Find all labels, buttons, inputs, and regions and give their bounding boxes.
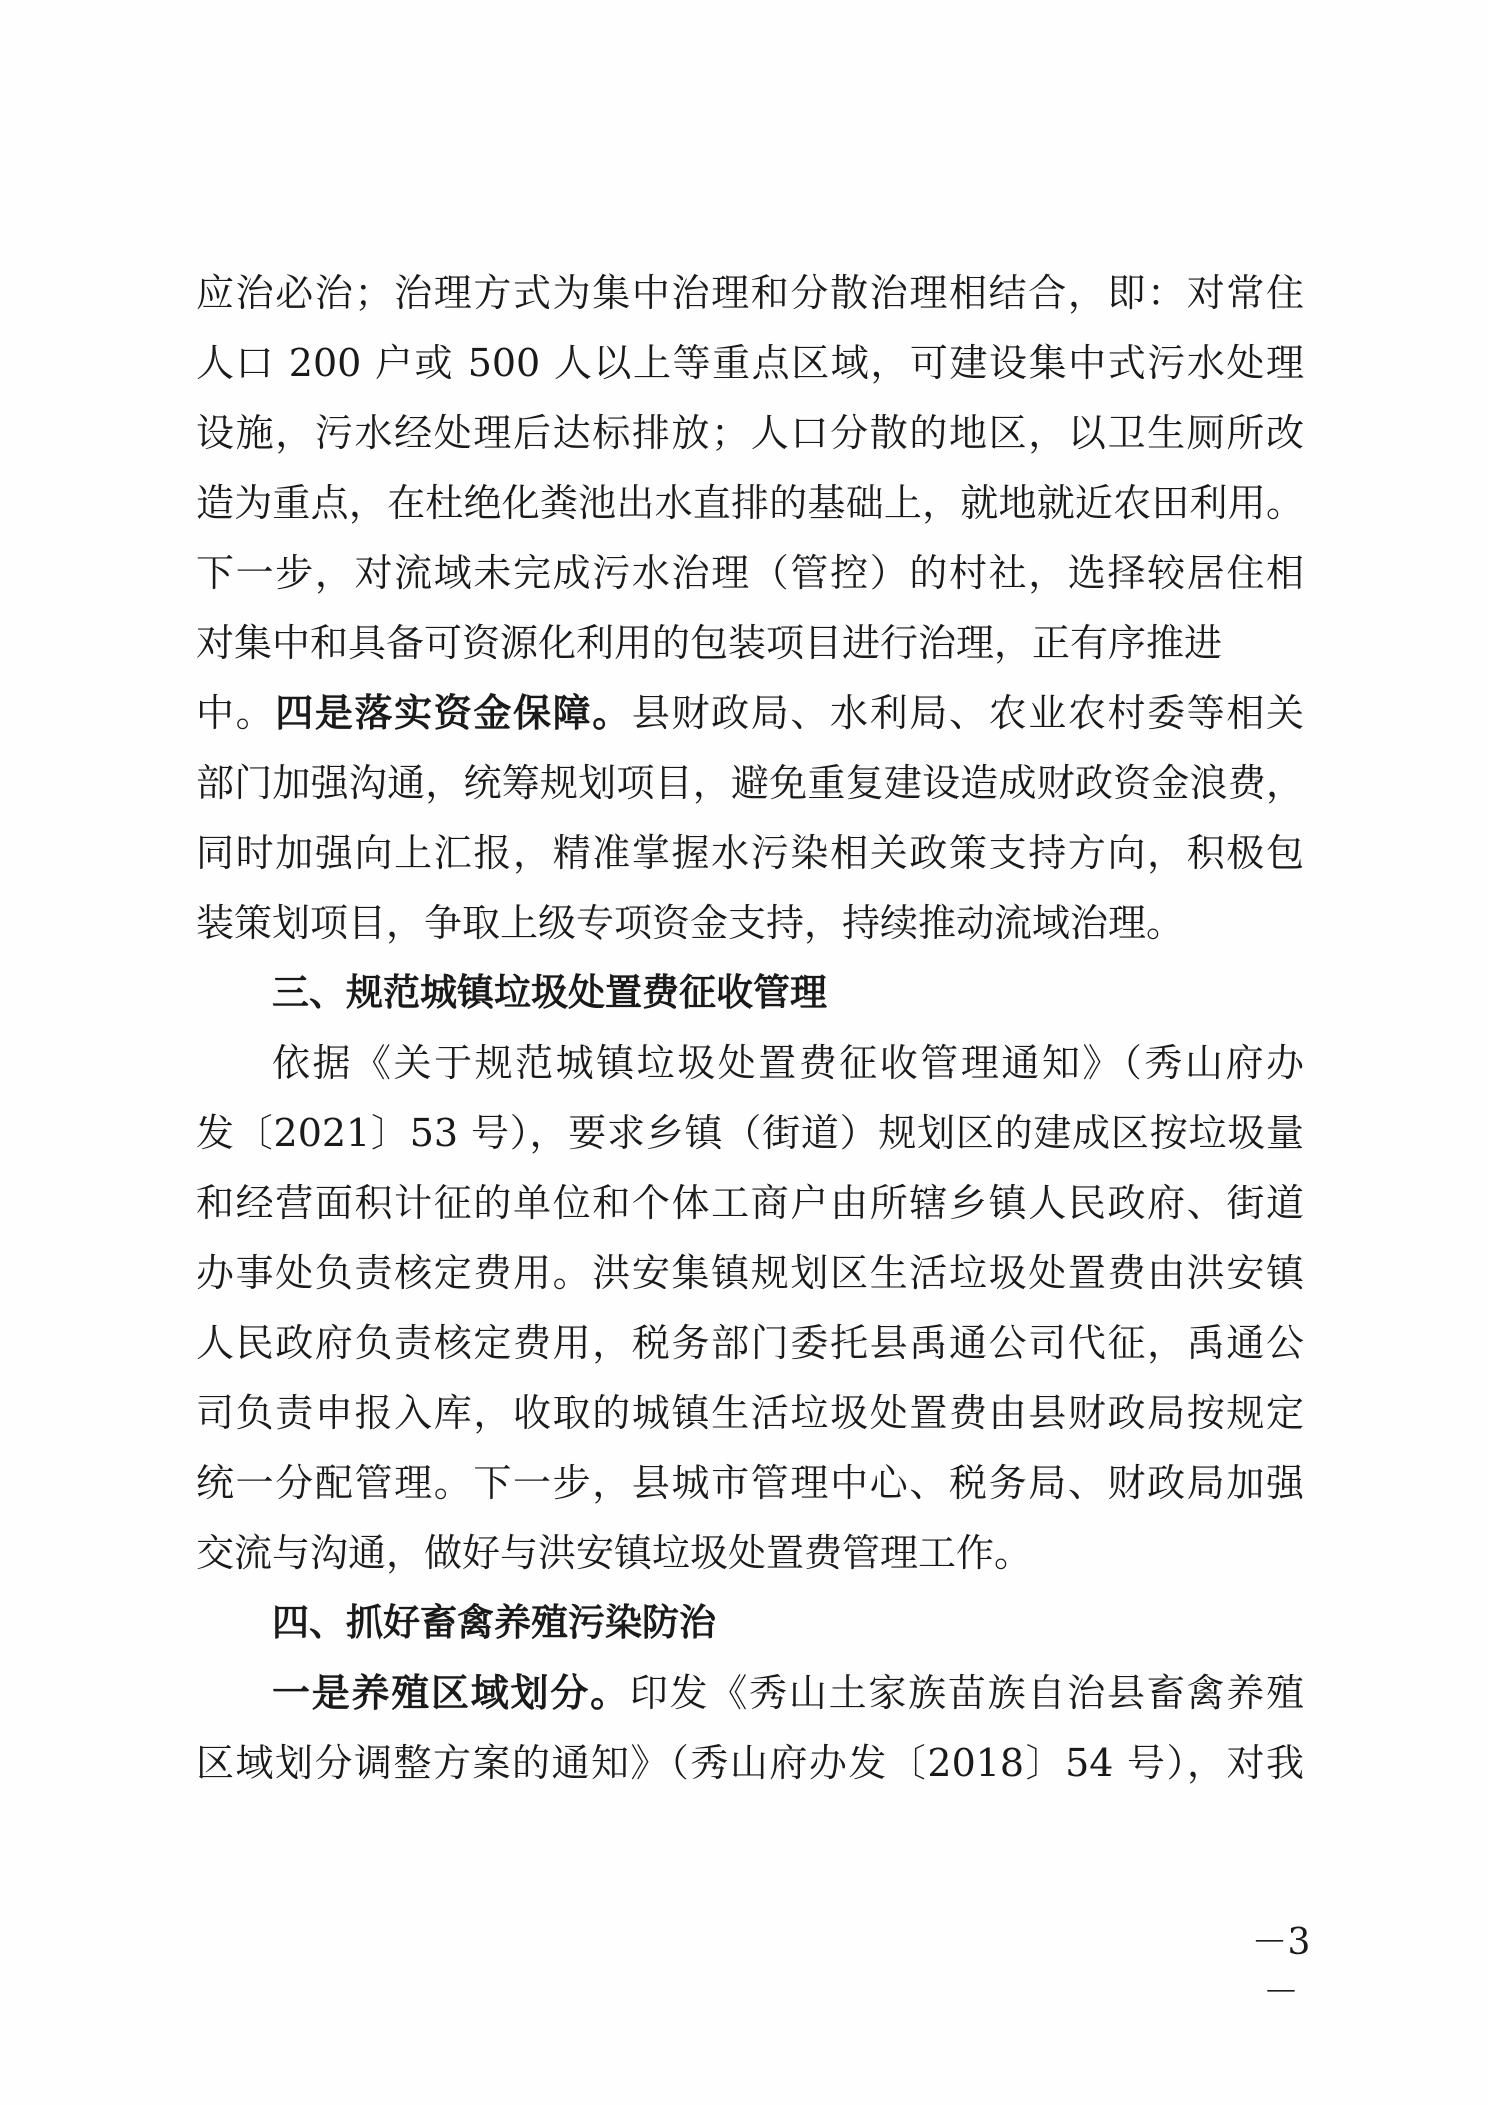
body-line: 和经营面积计征的单位和个体工商户由所辖乡镇人民政府、街道 — [196, 1181, 1304, 1225]
body-line: 对集中和具备可资源化利用的包装项目进行治理，正有序推进 — [196, 621, 1223, 665]
body-line: 统一分配管理。下一步，县城市管理中心、税务局、财政局加强 — [196, 1461, 1304, 1505]
point-one-lead: 一是养殖区域划分。 — [272, 1671, 630, 1715]
body-line: 发〔2021〕53 号），要求乡镇（街道）规划区的建成区按垃圾量 — [196, 1111, 1304, 1155]
body-line-rest: 县财政局、水利局、农业农村委等相关 — [631, 691, 1304, 735]
body-line: 交流与沟通，做好与洪安镇垃圾处置费管理工作。 — [196, 1531, 1033, 1575]
body-line: 部门加强沟通，统筹规划项目，避免重复建设造成财政资金浪费， — [196, 761, 1304, 805]
body-line: 司负责申报入库，收取的城镇生活垃圾处置费由县财政局按规定 — [196, 1391, 1304, 1435]
body-line: 下一步，对流域未完成污水治理（管控）的村社，选择较居住相 — [196, 551, 1304, 595]
body-line: 设施，污水经处理后达标排放；人口分散的地区，以卫生厕所改 — [196, 411, 1304, 455]
body-line: 造为重点，在杜绝化粪池出水直排的基础上，就地就近农田利用。 — [196, 481, 1304, 525]
body-line: 同时加强向上汇报，精准掌握水污染相关政策支持方向，积极包 — [196, 831, 1304, 875]
section-heading-3: 三、规范城镇垃圾处置费征收管理 — [272, 971, 827, 1014]
page-number: －3－ — [1251, 1922, 1311, 2013]
body-line: 人民政府负责核定费用，税务部门委托县禹通公司代征，禹通公 — [196, 1321, 1304, 1365]
body-line: 人口 200 户或 500 人以上等重点区域，可建设集中式污水处理 — [196, 341, 1304, 385]
document-body — [196, 258, 1304, 1798]
body-line: 应治必治；治理方式为集中治理和分散治理相结合，即：对常住 — [196, 271, 1304, 315]
section-heading-4: 四、抓好畜禽养殖污染防治 — [272, 1601, 716, 1644]
point-four-lead: 四是落实资金保障。 — [275, 691, 632, 735]
body-line: 装策划项目，争取上级专项资金支持，持续推动流域治理。 — [196, 901, 1185, 945]
body-line — [196, 1658, 1304, 1728]
body-line: 依据《关于规范城镇垃圾处置费征收管理通知》（秀山府办 — [272, 1041, 1304, 1085]
body-line-rest: 印发《秀山土家族苗族自治县畜禽养殖 — [629, 1671, 1304, 1715]
body-line: 办事处负责核定费用。洪安集镇规划区生活垃圾处置费由洪安镇 — [196, 1251, 1304, 1295]
body-line — [196, 678, 1304, 748]
body-line-prefix: 中。 — [196, 691, 276, 735]
body-line: 区域划分调整方案的通知》（秀山府办发〔2018〕54 号），对我 — [196, 1741, 1304, 1785]
